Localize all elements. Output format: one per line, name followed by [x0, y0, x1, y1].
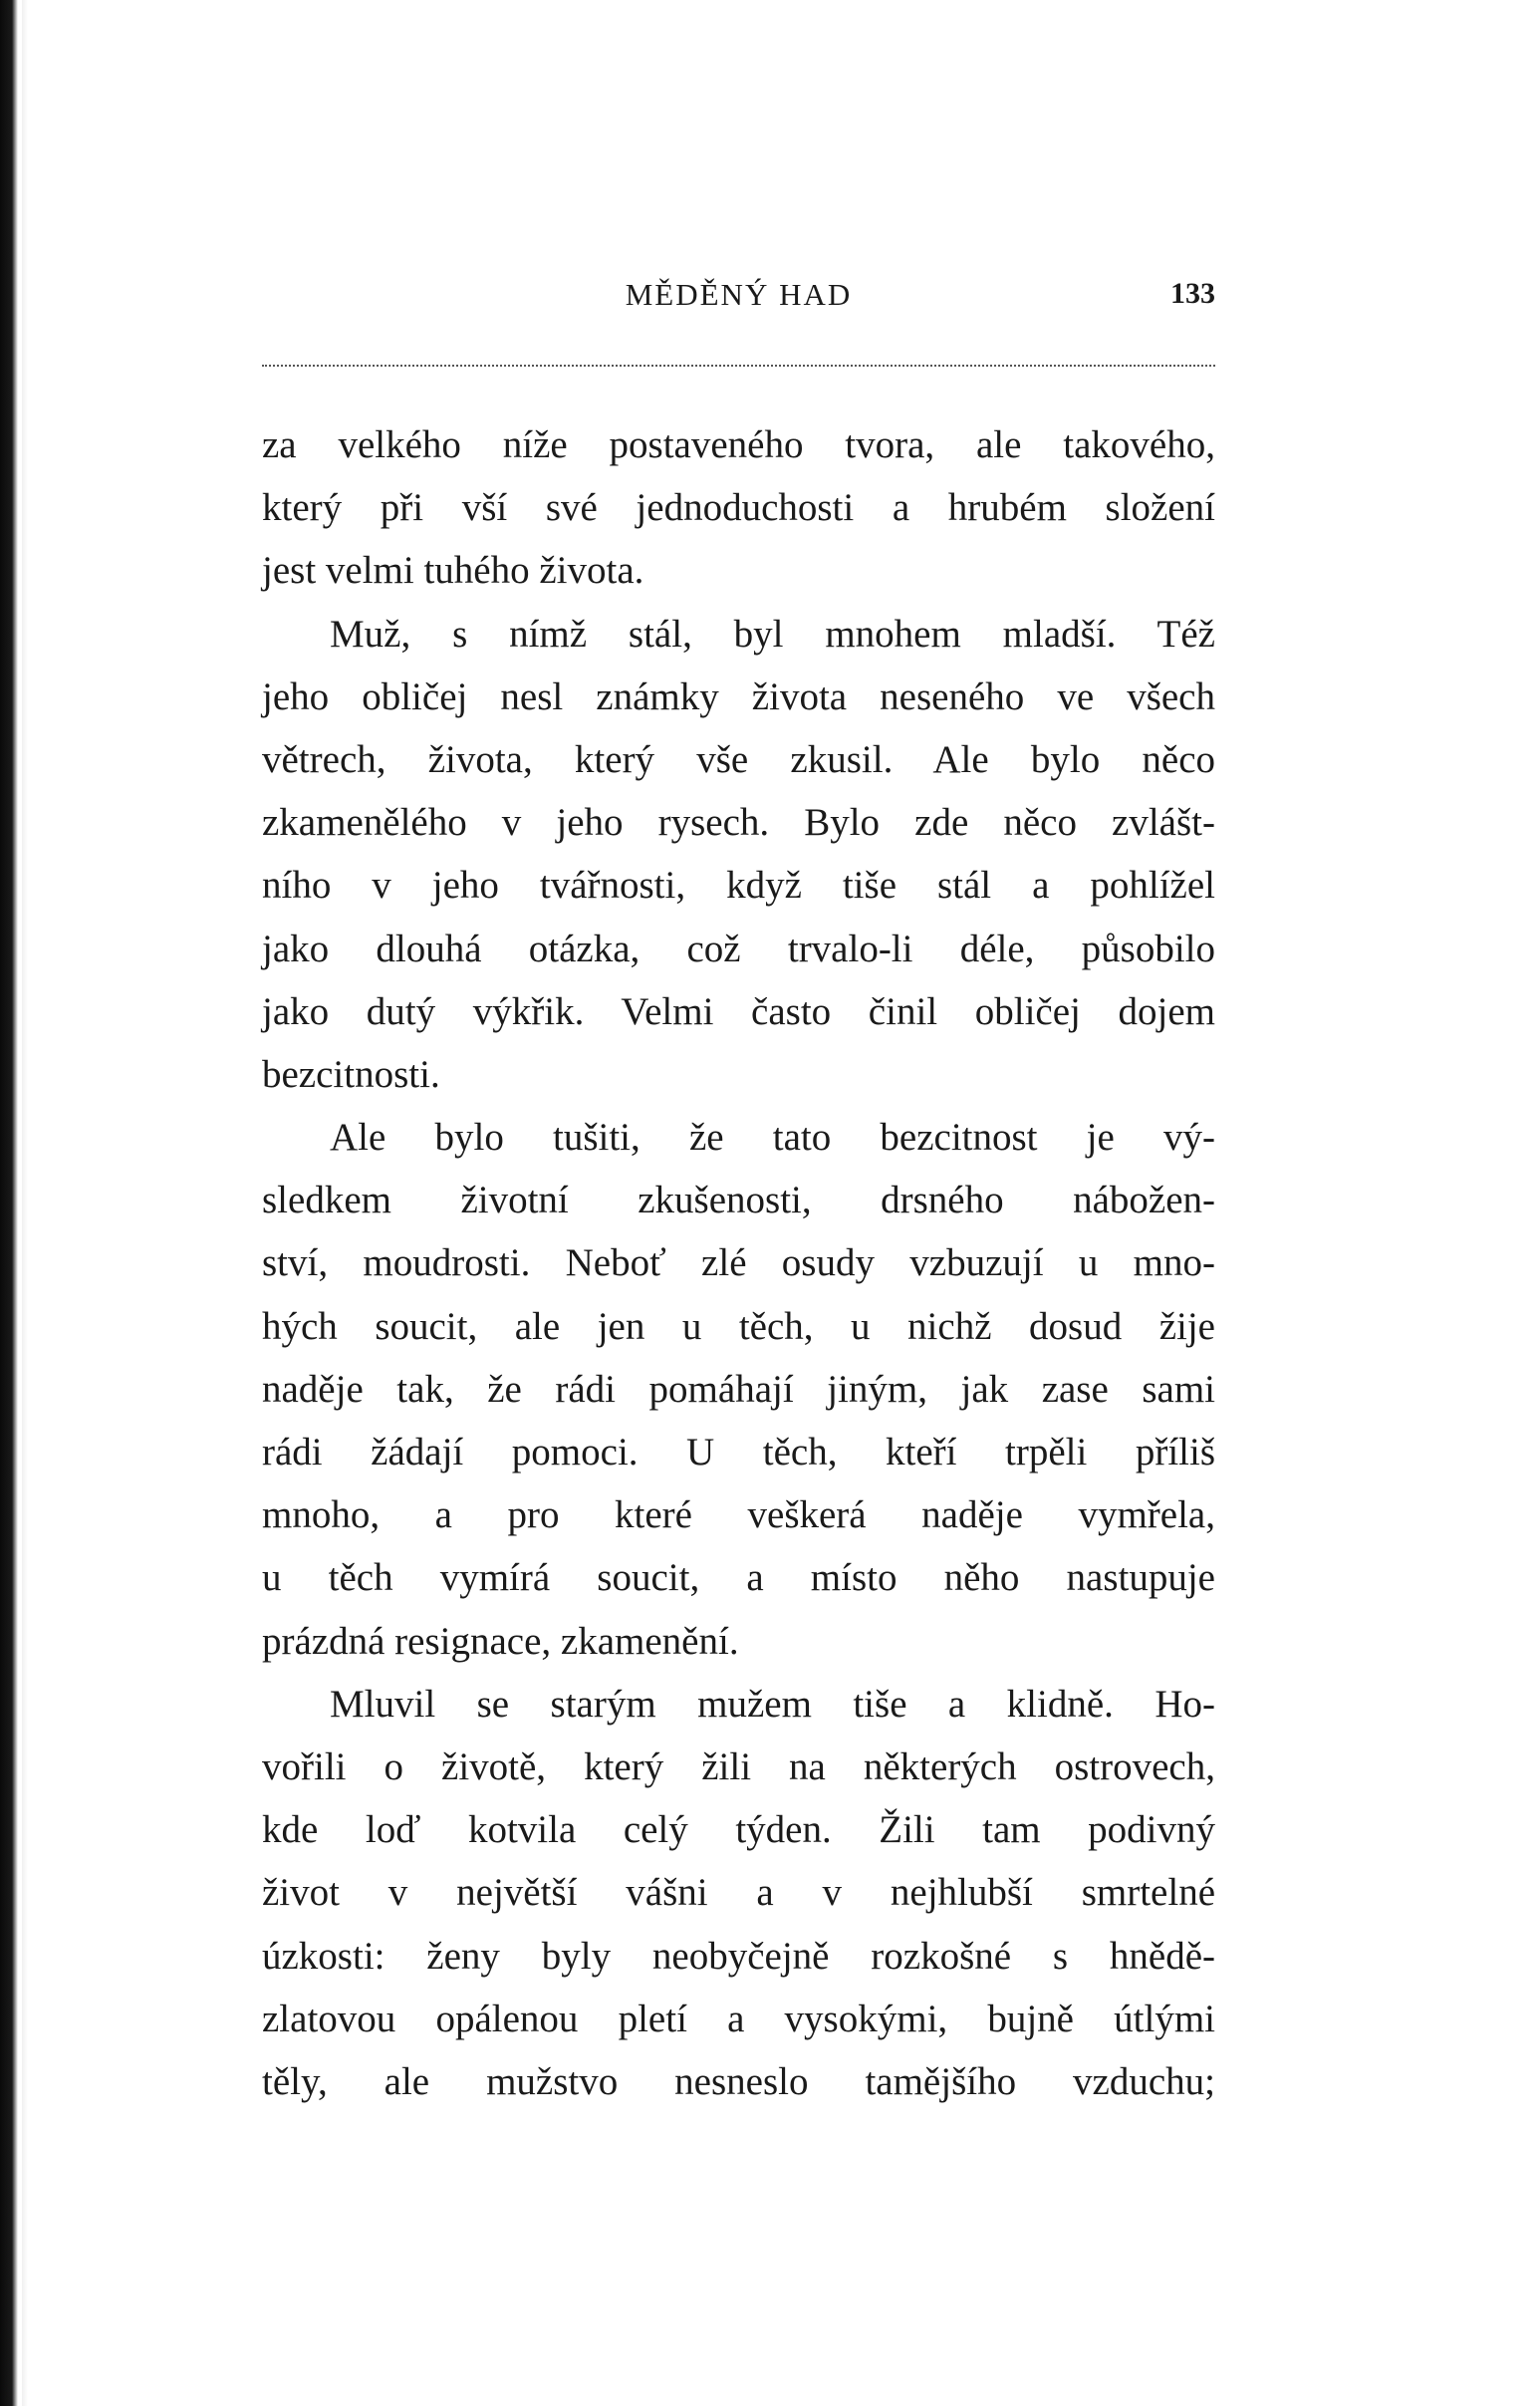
text-line: sledkem životní zkušenosti, drsného nábožen- — [262, 1179, 1215, 1222]
body-text — [262, 413, 1215, 2113]
text-line: jako dlouhá otázka, což trvalo-li déle, působilo — [262, 927, 1215, 970]
text-line: Mluvil se starým mužem tiše a klidně. Ho- — [330, 1682, 1215, 1726]
text-line: kde loď kotvila celý týden. Žili tam podivný — [262, 1808, 1215, 1852]
text-line: prázdná resignace, zkamenění. — [262, 1619, 739, 1663]
text-line: hých soucit, ale jen u těch, u nichž dosud žije — [262, 1304, 1215, 1348]
text-line: zlatovou opálenou pletí a vysokými, bujně útlými — [262, 1997, 1215, 2040]
text-line: ství, moudrosti. Neboť zlé osudy vzbuzují u mno- — [262, 1241, 1215, 1285]
text-line: větrech, života, který vše zkusil. Ale bylo něco — [262, 737, 1215, 781]
text-line: život v největší vášni a v nejhlubší smrtelné — [262, 1871, 1215, 1915]
text-line: bezcitnosti. — [262, 1052, 440, 1096]
text-line: Ale bylo tušiti, že tato bezcitnost je vý- — [330, 1116, 1215, 1160]
text-line: vořili o životě, který žili na některých ostrovech, — [262, 1744, 1215, 1788]
text-line: jeho obličej nesl známky života neseného ve všech — [262, 674, 1215, 718]
page-number: 133 — [1170, 277, 1215, 310]
text-line: který při vší své jednoduchosti a hrubém složení — [262, 486, 1215, 530]
text-line: zkamenělého v jeho rysech. Bylo zde něco zvlášt- — [262, 801, 1215, 845]
text-line: ního v jeho tvářnosti, když tiše stál a pohlížel — [262, 864, 1215, 908]
scan-edge-shadow — [22, 0, 28, 2406]
text-line: jako dutý výkřik. Velmi často činil obličej dojem — [262, 989, 1215, 1033]
text-line: Muž, s nímž stál, byl mnohem mladší. Též — [330, 612, 1215, 656]
running-head — [262, 277, 1215, 317]
text-line: rádi žádají pomoci. U těch, kteří trpěli příliš — [262, 1431, 1215, 1473]
scan-edge — [0, 0, 18, 2406]
text-line: mnoho, a pro které veškerá naděje vymřela, — [262, 1493, 1215, 1537]
text-line: těly, ale mužstvo nesneslo tamějšího vzduchu; — [262, 2059, 1215, 2103]
text-line: naděje tak, že rádi pomáhají jiným, jak zase sami — [262, 1367, 1215, 1411]
text-line: jest velmi tuhého života. — [262, 549, 644, 593]
text-line: za velkého níže postaveného tvora, ale takového, — [262, 423, 1215, 466]
header-rule — [262, 365, 1215, 367]
running-title: MĚDĚNÝ HAD — [625, 277, 853, 312]
text-line: u těch vymírá soucit, a místo něho nastupuje — [262, 1556, 1215, 1600]
text-line: úzkosti: ženy byly neobyčejně rozkošné s hnědě- — [262, 1934, 1215, 1978]
